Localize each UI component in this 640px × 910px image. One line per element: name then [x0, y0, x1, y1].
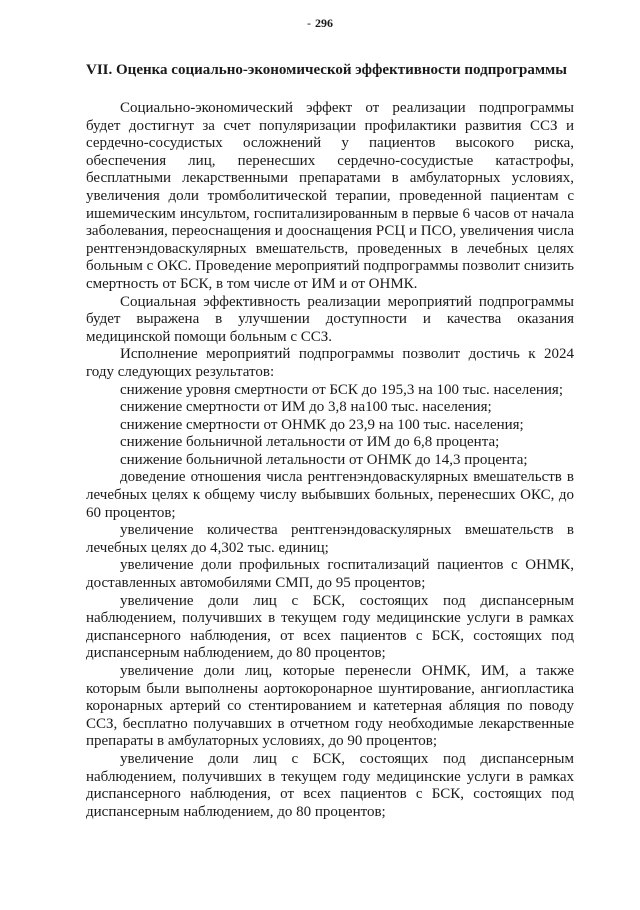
result-item: снижение больничной летальности от ОНМК до 14,3 процента; — [120, 451, 528, 468]
paragraph-results-lead: Исполнение мероприятий подпрограммы позволит достичь к 2024 году следующих результатов: — [86, 346, 574, 380]
result-item: снижение смертности от ОНМК до 23,9 на 100 тыс. населения; — [120, 416, 524, 433]
page-number — [0, 16, 640, 31]
result-item: увеличение доли лиц с БСК, состоящих под диспансерным наблюдением, получивших в текущем году медицинские услуги в рамках диспансерного наблюдения, от всех пациентов с БСК, состоящих под диспансерным наблюдением, до 80 процентов; — [86, 750, 574, 820]
section-title: VII. Оценка социально-экономической эффективности подпрограммы — [86, 62, 567, 78]
result-item: снижение больничной летальности от ИМ до 6,8 процента; — [120, 434, 500, 451]
result-item: увеличение количества рентгенэндоваскулярных вмешательств в лечебных целях до 4,302 тыс. единиц; — [86, 522, 574, 556]
result-item: снижение смертности от ИМ до 3,8 на100 тыс. населения; — [120, 399, 492, 416]
result-item: увеличение доли профильных госпитализаций пациентов с ОНМК, доставленных автомобилями СМП, до 95 процентов; — [86, 557, 574, 592]
result-item: снижение уровня смертности от БСК до 195,3 на 100 тыс. населения; — [120, 381, 563, 398]
paragraph-social-effect: Социальная эффективность реализации мероприятий подпрограммы будет выражена в улучшении доступности и качества оказания медицинской помощи больным с ССЗ. — [86, 293, 574, 345]
paragraph-intro: Социально-экономический эффект от реализации подпрограммы будет достигнут за счет популяризации профилактики развития ССЗ и сердечно-сосудистых осложнений у пациентов высокого риска, обеспечения лиц, перенесших сердечно-сосудистые катастрофы, бесплатными лекарственными препаратами в амбулаторных условиях, увеличения доли тромболитической терапии, проведенной пациентам с ишемическим инсультом, госпитализированным в первые 6 часов от начала заболевания, переоснащения и дооснащения РСЦ и ПСО, увеличения числа рентгенэндоваскулярных вмешательств, проведенных в лечебных целях больным с ОКС. Проведение мероприятий подпрограммы позволит снизить смертность от БСК, в том числе от ИМ и от ОНМК. — [86, 100, 574, 292]
page-number-value: 296 — [315, 16, 333, 30]
document-body — [86, 100, 574, 821]
result-item: увеличение доли лиц, которые перенесли ОНМК, ИМ, а также которым были выполнены аортокоронарное шунтирование, ангиопластика коронарных артерий со стентированием и катетерная абляция по поводу ССЗ, бесплатно получавших в отчетном году необходимые лекарственные препараты в амбулаторных условиях, до 90 процентов; — [86, 663, 574, 750]
page-number-dash: - — [307, 16, 311, 30]
result-item: увеличение доли лиц с БСК, состоящих под диспансерным наблюдением, получивших в текущем году медицинские услуги в рамках диспансерного наблюдения, от всех пациентов с БСК, состоящих под диспансерным наблюдением, до 80 процентов; — [86, 592, 574, 662]
result-item: доведение отношения числа рентгенэндоваскулярных вмешательств в лечебных целях к общему числу выбывших больных, перенесших ОКС, до 60 процентов; — [86, 469, 574, 521]
